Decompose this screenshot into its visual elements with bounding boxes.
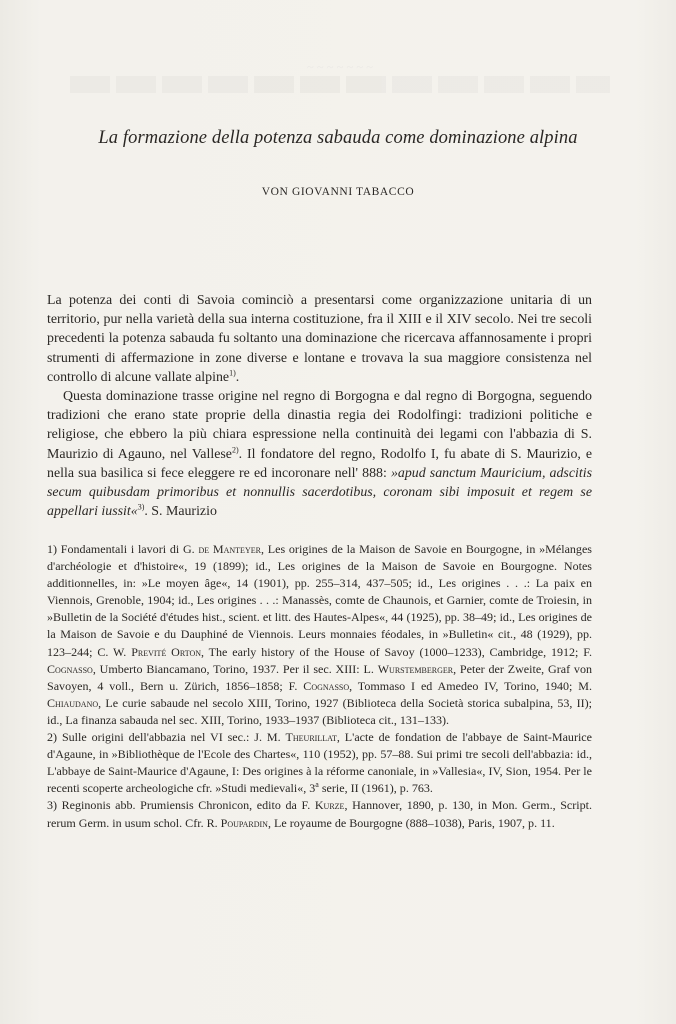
paragraph-2: Questa dominazione trasse origine nel regno di Borgogna e dal regno di Borgogna, seguendo tradizioni che erano state proprie della dinastia regia dei Rodolfingi: tradizioni politiche e religiose, che ebbero la più chiara espressione nella continuità dei legami con l'abbazia di S. Maurizio di Agauno, nel Vallese$^{2)}$. Il fondatore del regno, Rodolfo I, fu abate di S. Maurizio, e nella sua basilica si fece eleggere re ed incoronare nell' 888: »apud sanctum Mauricium, adscitis secum quibusdam primoribus et nonnullis sacerdotibus, coronam sibi imposuit et regem se appellari iussit«$^{3)}$. S. Maurizio	[47, 389, 592, 520]
footnotes	[47, 541, 592, 832]
footnote-2: 2) Sulle origini dell'abbazia nel VI sec.: J. M. Theurillat, L'acte de fondation de l'abbaye de Saint-Maurice d'Agaune, in »Bibliothèque de l'Ecole des Chartes«, 110 (1952), pp. 57–88. Sui primi tre secoli dell'abbazia: id., L'abbaye de Saint-Maurice d'Agaune, I: Des origines à la réforme canoniale, in »Vallesia«, IV, Sion, 1954. Per le recenti scoperte archeologiche cfr. »Studi medievali«, 3$^a$ serie, II (1961), p. 763.	[47, 730, 592, 796]
paragraph-1: La potenza dei conti di Savoia cominciò a presentarsi come organizzazione unitaria di un territorio, pur nella varietà della sua interna costituzione, fra il XIII e il XIV secolo. Nei tre secoli precedenti la potenza sabauda fu soltanto una dominazione che ricercava affannosamente i propri strumenti di affermazione in zone diverse e lontane e trovava la sua maggiore consistenza nel controllo di alcune vallate alpine$^{1)}$.	[47, 293, 592, 385]
footnote-ref-2[interactable]: 2)	[231, 445, 239, 454]
footnote-ref-3[interactable]: 3)	[137, 502, 145, 512]
footnote-ref-1[interactable]: 1)	[229, 368, 236, 378]
author-byline: VON GIOVANNI TABACCO	[261, 186, 415, 198]
article-title: La formazione della potenza sabauda come dominazione alpina	[98, 128, 578, 148]
latin-quotation: »apud sanctum Mauricium, adscitis secum quibusdam primoribus et nonnullis sacerdotibus, coronam sibi imposuit et regem se appellari iussit«	[47, 465, 592, 520]
body-text	[47, 291, 592, 521]
footnote-1: 1) Fondamentali i lavori di G. de Manteyer, Les origines de la Maison de Savoie en Bourgogne, in »Mélanges d'archéologie et d'histoire«, 19 (1899); id., Les origines de la Maison de Savoie en Bourgogne. Notes additionnelles, in: »Le moyen âge«, 14 (1901), pp. 255–314, 437–505; id., Les origines . . .: La paix en Viennois, Grenoble, 1904; id., Les origines . . .: Manassès, comte de Chaunois, et Garnier, comte de Troiesin, in »Bulletin de la Société d'études hist., scient. et litt. des Hautes-Alpes«, 44 (1925), pp. 38–49; id., Les origines de la Maison de Savoie e du Dauphiné de Viennois. Leurs monnaies féodales, in »Bulletin« cit., 48 (1929), pp. 123–244; C. W. Previté Orton, The early history of the House of Savoy (1000–1233), Cambridge, 1912; F. Cognasso, Umberto Biancamano, Torino, 1937. Per il sec. XIII: L. Wurstemberger, Peter der Zweite, Graf von Savoyen, 4 voll., Bern u. Zürich, 1856–1858; F. Cognasso, Tommaso I ed Amedeo IV, Torino, 1940; M. Chiaudano, Le curie sabaude nel secolo XIII, Torino, 1927 (Biblioteca della Società storica subalpina, 53, II); id., La finanza sabauda nel sec. XIII, Torino, 1933–1937 (Biblioteca cit., 131–133).	[47, 542, 592, 727]
footnote-3: 3) Reginonis abb. Prumiensis Chronicon, edito da F. Kurze, Hannover, 1890, p. 130, in Mon. Germ., Script. rerum Germ. in usum schol. Cfr. R. Poupardin, Le royaume de Bourgogne (888–1038), Paris, 1907, p. 11.	[47, 798, 592, 830]
show-through-bleed	[70, 58, 610, 93]
